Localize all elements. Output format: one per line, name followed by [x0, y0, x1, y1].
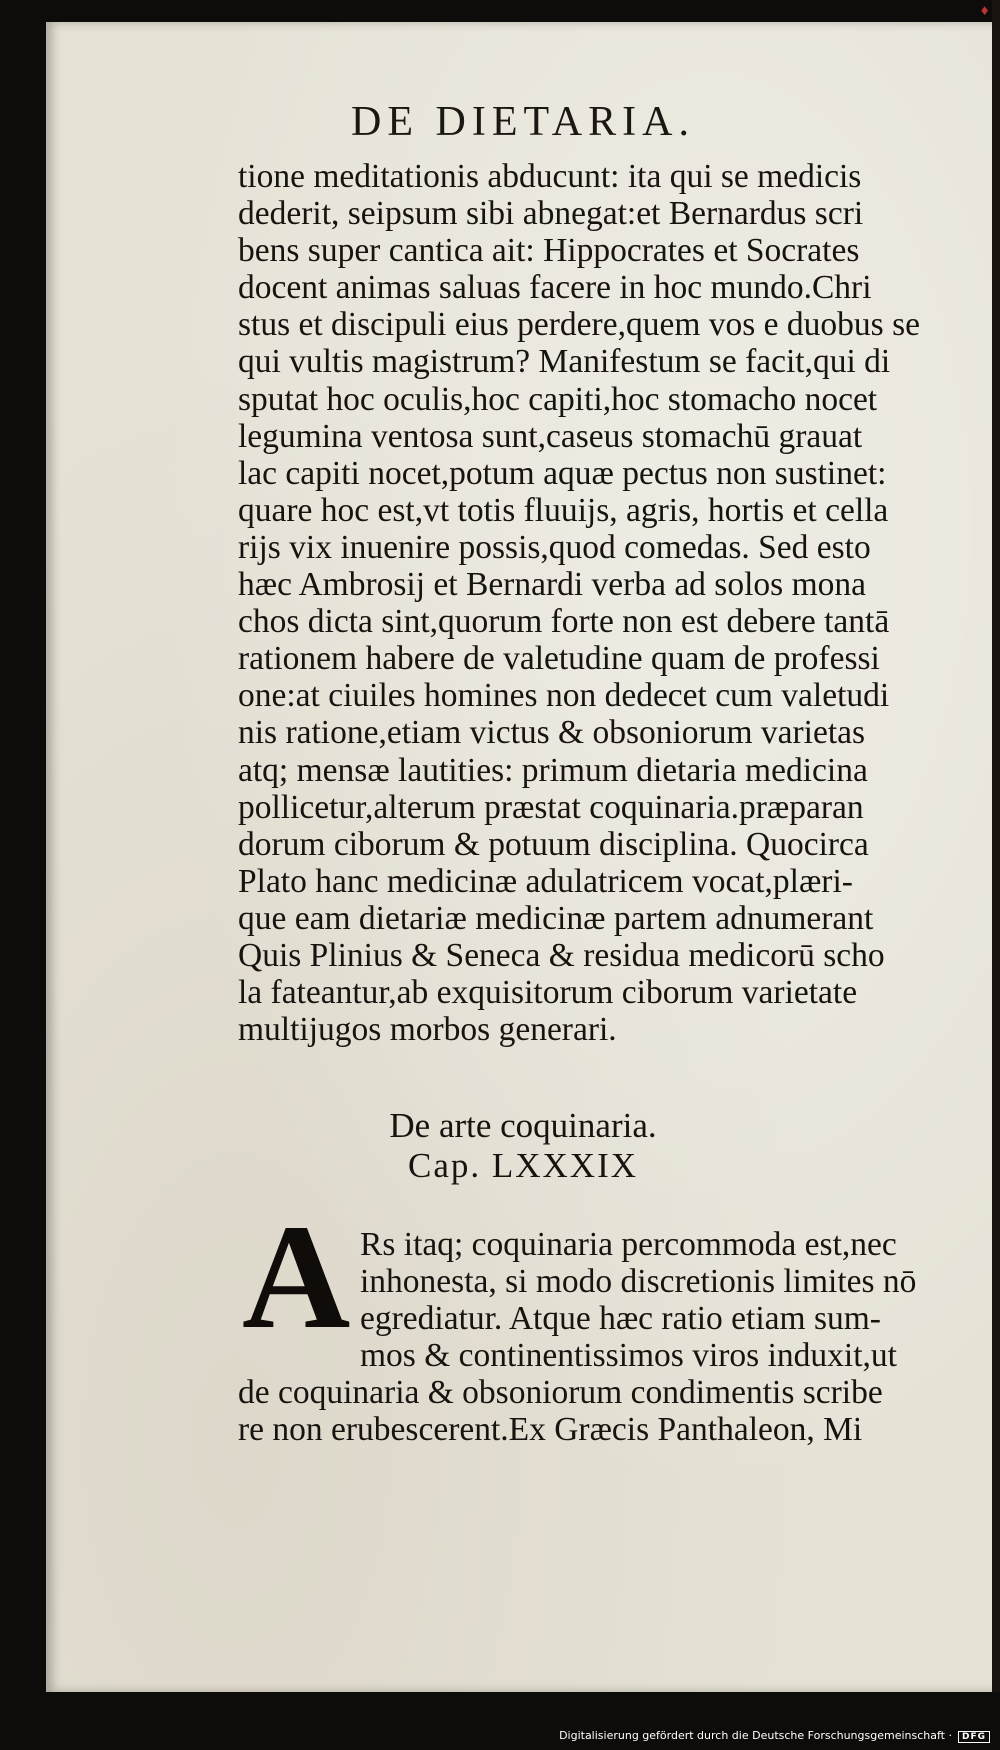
text-line: qui vultis magistrum? Manifestum se facit,qui di	[238, 343, 891, 381]
text-line: Quis Plinius & Seneca & residua medicorū scho	[238, 936, 885, 974]
text-line: tione meditationis abducunt: ita qui se medicis	[238, 158, 862, 195]
text-line: dorum ciborum & potuum disciplina. Quocirca	[238, 825, 869, 863]
footer-strip	[0, 1692, 1000, 1750]
text-line: re non erubescerent.Ex Græcis Panthaleon, Mi	[238, 1411, 863, 1449]
main-text-block	[238, 158, 998, 1048]
text-line: dederit, seipsum sibi abnegat:et Bernardus scri	[238, 195, 864, 233]
dfg-logo: DFG	[958, 1731, 990, 1743]
running-title: DE DIETARIA.	[351, 99, 695, 145]
chapter-title: De arte coquinaria.	[389, 1106, 657, 1145]
text-line: chos dicta sint,quorum forte non est debere tantā	[238, 603, 890, 641]
text-line: mos & continentissimos viros induxit,ut	[360, 1337, 897, 1375]
text-line: Plato hanc medicinæ adulatricem vocat,plæri-	[238, 862, 853, 900]
text-line: one:at ciuiles homines non dedecet cum valetudi	[238, 677, 890, 715]
text-line: legumina ventosa sunt,caseus stomachū grauat	[238, 417, 863, 455]
credit-text: Digitalisierung gefördert durch die Deutsche Forschungsgemeinschaft ·	[559, 1729, 952, 1742]
text-line: docent animas saluas facere in hoc mundo.Chri	[238, 269, 872, 307]
text-line: que eam dietariæ medicinæ partem adnumerant	[238, 899, 874, 937]
text-line: rijs vix inuenire possis,quod comedas. Sed esto	[238, 528, 871, 566]
text-line: Rs itaq; coquinaria percommoda est,nec	[360, 1226, 897, 1263]
text-line: atq; mensæ lautities: primum dietaria medicina	[238, 751, 868, 789]
text-line: stus et discipuli eius perdere,quem vos e duobus se	[238, 306, 920, 344]
text-line: multijugos morbos generari.	[238, 1011, 617, 1049]
chapter-number: Cap. LXXXIX	[407, 1146, 639, 1185]
text-line: nis ratione,etiam victus & obsoniorum varietas	[238, 714, 866, 752]
text-line: de coquinaria & obsoniorum condimentis scribe	[238, 1374, 883, 1412]
text-line: rationem habere de valetudine quam de professi	[238, 640, 880, 678]
digitization-credit	[559, 1729, 990, 1743]
book-page	[46, 22, 1000, 1692]
text-line: sputat hoc oculis,hoc capiti,hoc stomacho nocet	[238, 380, 878, 418]
text-line: egrediatur. Atque hæc ratio etiam sum-	[360, 1300, 881, 1338]
text-line: hæc Ambrosij et Bernardi verba ad solos mona	[238, 566, 866, 604]
page-edge	[992, 0, 1000, 1700]
text-line: lac capiti nocet,potum aquæ pectus non sustinet:	[238, 454, 887, 492]
drop-cap: A	[242, 1194, 351, 1360]
chapter-text-block	[238, 1226, 998, 1449]
text-line: pollicetur,alterum præstat coquinaria.præparan	[238, 788, 864, 826]
text-line: la fateantur,ab exquisitorum ciborum varietate	[238, 974, 858, 1012]
text-line: bens super cantica ait: Hippocrates et Socrates	[238, 232, 860, 270]
text-line: quare hoc est,vt totis fluuijs, agris, hortis et cella	[238, 491, 889, 529]
text-line: inhonesta, si modo discretionis limites nō	[360, 1263, 917, 1301]
corner-mark-icon: ♦	[979, 4, 990, 18]
